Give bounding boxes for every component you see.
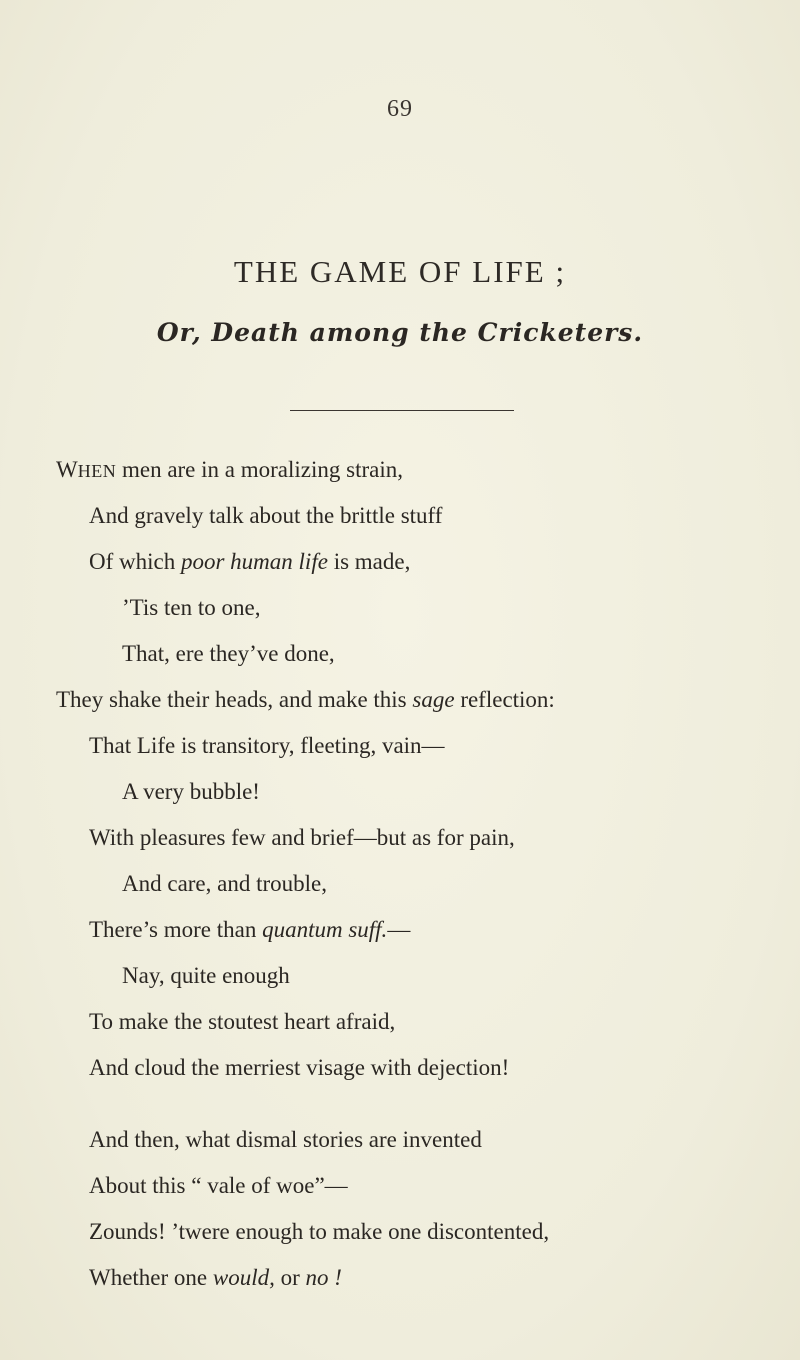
line-text: There’s more than [89,917,263,942]
poem-line: A very bubble! [122,779,260,804]
poem-line [56,458,403,481]
poem-line: And then, what dismal stories are invented [89,1127,482,1152]
italic-text: poor human life [180,549,328,574]
poem-line: Zounds! ’twere enough to make one discontented, [89,1219,550,1244]
poem-line: And gravely talk about the brittle stuff [89,503,443,528]
poem-line: That Life is transitory, fleeting, vain— [89,733,445,758]
poem-line [89,1266,342,1289]
poem-line: To make the stoutest heart afraid, [89,1009,396,1034]
poem-line: Nay, quite enough [122,963,290,988]
italic-text: quantum suff. [262,917,388,942]
line-text: — [387,917,411,942]
small-caps-text: HEN [77,461,117,481]
poem-line: With pleasures few and brief—but as for pain, [89,825,515,850]
poem-line: And cloud the merriest visage with dejection! [89,1055,510,1080]
line-text: Whether one [89,1265,213,1290]
line-text: reflection: [454,687,555,712]
line-text: They shake their heads, and make this [56,687,413,712]
poem-line [89,918,410,941]
italic-text: sage [412,687,455,712]
line-text: is made, [327,549,411,574]
italic-text: would, [212,1265,275,1290]
poem-line: About this “ vale of woe”— [89,1173,348,1198]
poem-line: ’Tis ten to one, [122,595,261,620]
line-text: men are in a moralizing strain, [116,457,403,482]
poem-line [89,550,410,573]
poem-line: That, ere they’ve done, [122,641,335,666]
poem-title: THE GAME OF LIFE ; [233,254,567,289]
line-text: Of which [89,549,181,574]
line-text: or [274,1265,306,1290]
poem-subtitle: Or, Death among the Cricketers. [156,318,644,347]
italic-text: no ! [305,1265,342,1290]
page-number: 69 [387,96,413,122]
poem-line: And care, and trouble, [122,871,328,896]
poem-line [56,688,555,711]
drop-letter: W [56,457,78,482]
